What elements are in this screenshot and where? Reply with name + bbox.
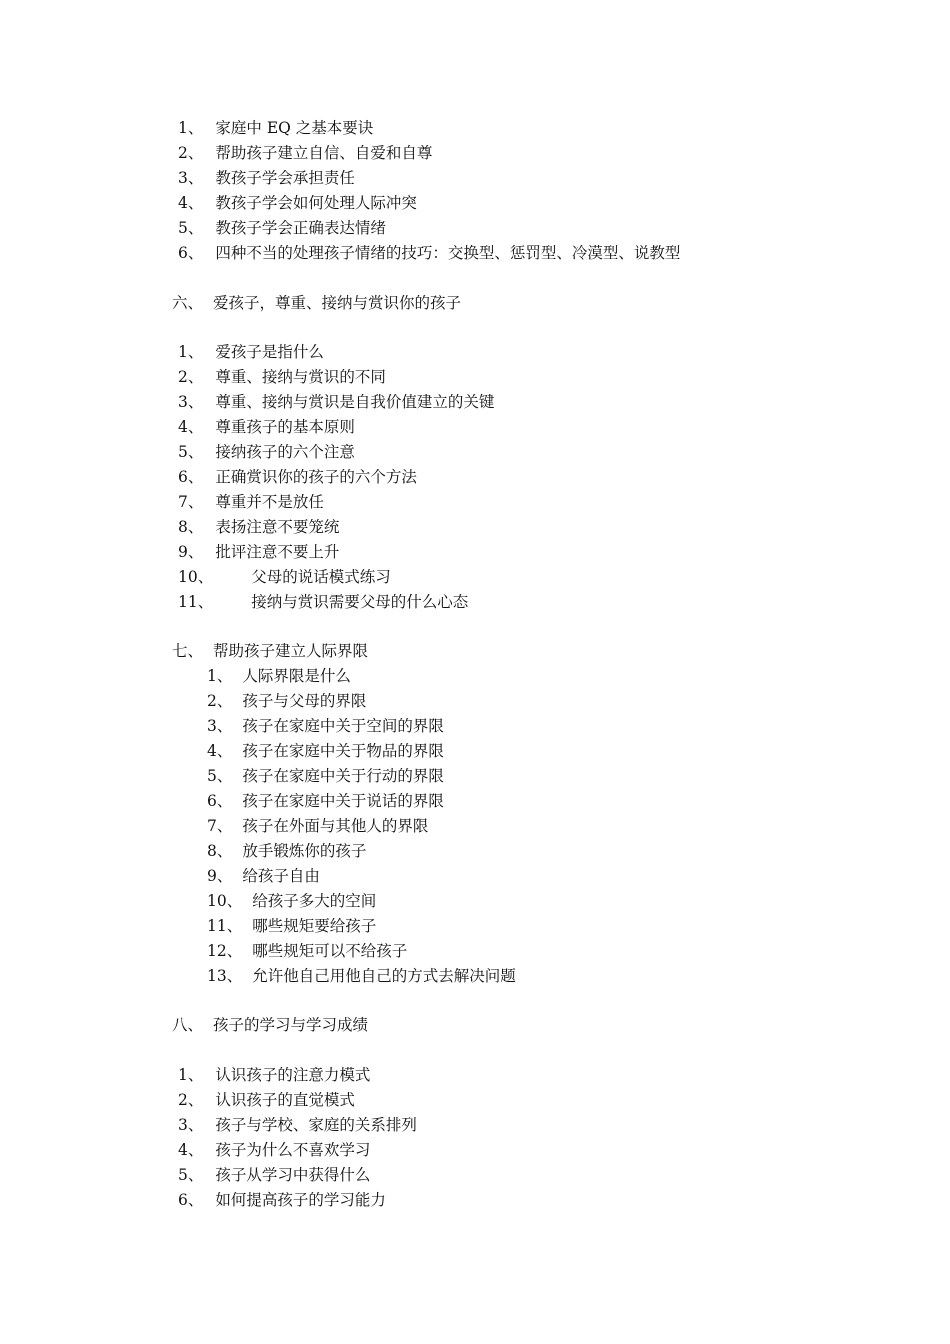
- item-separator: 、: [226, 892, 243, 910]
- list-item: [178, 590, 468, 614]
- item-number: 2: [178, 1091, 188, 1109]
- item-number: 9: [178, 543, 188, 561]
- item-separator: 、: [216, 817, 233, 835]
- item-separator: 、: [197, 568, 214, 586]
- item-separator: 、: [187, 343, 204, 361]
- list-item: [178, 540, 339, 564]
- list-item: [207, 664, 351, 688]
- item-text: 尊重并不是放任: [215, 493, 324, 511]
- list-item: [178, 340, 324, 364]
- list-item: [207, 839, 366, 863]
- item-text: 家庭中 EQ 之基本要诀: [215, 119, 374, 137]
- item-number: 4: [178, 418, 188, 436]
- item-separator: 、: [187, 543, 204, 561]
- list-item: [178, 216, 386, 240]
- item-separator: 、: [187, 368, 204, 386]
- item-text: 孩子在家庭中关于说话的界限: [242, 792, 444, 810]
- item-text: 孩子在家庭中关于空间的界限: [242, 717, 444, 735]
- list-item: [178, 116, 373, 140]
- item-text: 四种不当的处理孩子情绪的技巧：交换型、惩罚型、冷漠型、说教型: [215, 244, 681, 262]
- item-number: 10: [178, 568, 198, 586]
- heading-text: 孩子的学习与学习成绩: [213, 1016, 369, 1034]
- item-separator: 、: [187, 393, 204, 411]
- list-item: [178, 1163, 370, 1187]
- item-text: 允许他自己用他自己的方式去解决问题: [252, 967, 516, 985]
- list-item: [178, 565, 391, 589]
- item-number: 4: [207, 742, 217, 760]
- item-number: 1: [178, 343, 188, 361]
- item-text: 孩子与学校、家庭的关系排列: [215, 1116, 417, 1134]
- item-number: 1: [178, 1066, 188, 1084]
- item-number: 3: [178, 1116, 188, 1134]
- item-number: 13: [207, 967, 227, 985]
- list-item: [178, 1188, 386, 1212]
- item-number: 8: [207, 842, 217, 860]
- list-item: [207, 939, 407, 963]
- item-text: 孩子在家庭中关于行动的界限: [242, 767, 444, 785]
- item-text: 认识孩子的注意力模式: [215, 1066, 371, 1084]
- list-item: [207, 689, 366, 713]
- item-text: 放手锻炼你的孩子: [242, 842, 367, 860]
- list-item: [207, 714, 444, 738]
- list-item: [178, 490, 324, 514]
- item-number: 10: [207, 892, 227, 910]
- item-number: 5: [178, 219, 188, 237]
- item-separator: 、: [197, 593, 214, 611]
- item-number: 6: [178, 468, 188, 486]
- section-heading: [172, 1013, 368, 1037]
- list-item: [178, 241, 680, 265]
- item-separator: 、: [187, 244, 204, 262]
- heading-text: 爱孩子，尊重、接纳与赏识你的孩子: [213, 294, 462, 312]
- item-text: 孩子在家庭中关于物品的界限: [242, 742, 444, 760]
- item-number: 4: [178, 194, 188, 212]
- list-item: [178, 415, 355, 439]
- list-item: [207, 964, 516, 988]
- item-number: 6: [178, 244, 188, 262]
- item-separator: 、: [187, 1191, 204, 1209]
- item-separator: 、: [216, 742, 233, 760]
- list-item: [207, 864, 320, 888]
- item-number: 2: [207, 692, 217, 710]
- item-text: 认识孩子的直觉模式: [215, 1091, 355, 1109]
- item-separator: 、: [216, 767, 233, 785]
- item-number: 2: [178, 368, 188, 386]
- item-text: 人际界限是什么: [242, 667, 351, 685]
- item-separator: 、: [216, 692, 233, 710]
- item-text: 父母的说话模式练习: [251, 568, 391, 586]
- item-text: 表扬注意不要笼统: [215, 518, 340, 536]
- list-item: [178, 191, 417, 215]
- item-separator: 、: [187, 1066, 204, 1084]
- item-text: 孩子在外面与其他人的界限: [242, 817, 429, 835]
- item-text: 正确赏识你的孩子的六个方法: [215, 468, 417, 486]
- heading-number: 七: [172, 642, 188, 660]
- item-number: 3: [178, 169, 188, 187]
- heading-separator: 、: [187, 642, 204, 660]
- item-separator: 、: [226, 917, 243, 935]
- item-number: 12: [207, 942, 227, 960]
- item-text: 接纳与赏识需要父母的什么心态: [251, 593, 469, 611]
- item-number: 3: [178, 393, 188, 411]
- item-separator: 、: [187, 1141, 204, 1159]
- list-item: [178, 1113, 417, 1137]
- list-item: [178, 515, 339, 539]
- item-number: 1: [178, 119, 188, 137]
- list-item: [207, 789, 444, 813]
- item-text: 帮助孩子建立自信、自爱和自尊: [215, 144, 433, 162]
- list-item: [207, 739, 444, 763]
- item-text: 教孩子学会如何处理人际冲突: [215, 194, 417, 212]
- item-text: 给孩子多大的空间: [252, 892, 377, 910]
- item-text: 哪些规矩要给孩子: [252, 917, 377, 935]
- list-item: [207, 814, 428, 838]
- item-separator: 、: [187, 194, 204, 212]
- heading-text: 帮助孩子建立人际界限: [213, 642, 369, 660]
- section-heading: [172, 291, 461, 315]
- item-separator: 、: [187, 468, 204, 486]
- item-text: 给孩子自由: [242, 867, 320, 885]
- item-separator: 、: [187, 418, 204, 436]
- heading-number: 八: [172, 1016, 188, 1034]
- list-item: [178, 141, 432, 165]
- item-number: 5: [207, 767, 217, 785]
- item-text: 哪些规矩可以不给孩子: [252, 942, 408, 960]
- item-text: 爱孩子是指什么: [215, 343, 324, 361]
- item-separator: 、: [216, 667, 233, 685]
- section-heading: [172, 639, 368, 663]
- list-item: [178, 1138, 370, 1162]
- item-number: 2: [178, 144, 188, 162]
- list-item: [207, 889, 376, 913]
- list-item: [207, 764, 444, 788]
- list-item: [207, 914, 376, 938]
- item-separator: 、: [187, 219, 204, 237]
- item-separator: 、: [187, 144, 204, 162]
- item-separator: 、: [187, 1091, 204, 1109]
- item-text: 批评注意不要上升: [215, 543, 340, 561]
- heading-separator: 、: [187, 294, 204, 312]
- item-separator: 、: [216, 717, 233, 735]
- item-text: 孩子与父母的界限: [242, 692, 367, 710]
- list-item: [178, 1063, 370, 1087]
- item-separator: 、: [187, 119, 204, 137]
- item-separator: 、: [226, 942, 243, 960]
- item-number: 4: [178, 1141, 188, 1159]
- list-item: [178, 1088, 355, 1112]
- list-item: [178, 440, 355, 464]
- item-text: 孩子为什么不喜欢学习: [215, 1141, 371, 1159]
- item-number: 6: [207, 792, 217, 810]
- item-separator: 、: [216, 842, 233, 860]
- item-text: 如何提高孩子的学习能力: [215, 1191, 386, 1209]
- item-separator: 、: [187, 169, 204, 187]
- item-number: 7: [207, 817, 217, 835]
- item-separator: 、: [226, 967, 243, 985]
- item-number: 11: [207, 917, 227, 935]
- item-separator: 、: [216, 867, 233, 885]
- item-number: 9: [207, 867, 217, 885]
- item-number: 1: [207, 667, 217, 685]
- item-text: 教孩子学会正确表达情绪: [215, 219, 386, 237]
- item-number: 3: [207, 717, 217, 735]
- item-separator: 、: [216, 792, 233, 810]
- item-number: 6: [178, 1191, 188, 1209]
- item-separator: 、: [187, 1116, 204, 1134]
- list-item: [178, 166, 355, 190]
- item-separator: 、: [187, 443, 204, 461]
- heading-number: 六: [172, 294, 188, 312]
- item-text: 尊重、接纳与赏识是自我价值建立的关键: [215, 393, 495, 411]
- item-number: 7: [178, 493, 188, 511]
- item-separator: 、: [187, 1166, 204, 1184]
- item-text: 教孩子学会承担责任: [215, 169, 355, 187]
- item-text: 尊重孩子的基本原则: [215, 418, 355, 436]
- item-text: 尊重、接纳与赏识的不同: [215, 368, 386, 386]
- list-item: [178, 465, 417, 489]
- item-number: 5: [178, 1166, 188, 1184]
- item-number: 11: [178, 593, 198, 611]
- list-item: [178, 365, 386, 389]
- item-number: 5: [178, 443, 188, 461]
- heading-separator: 、: [187, 1016, 204, 1034]
- item-separator: 、: [187, 493, 204, 511]
- item-text: 接纳孩子的六个注意: [215, 443, 355, 461]
- item-separator: 、: [187, 518, 204, 536]
- list-item: [178, 390, 494, 414]
- item-number: 8: [178, 518, 188, 536]
- item-text: 孩子从学习中获得什么: [215, 1166, 371, 1184]
